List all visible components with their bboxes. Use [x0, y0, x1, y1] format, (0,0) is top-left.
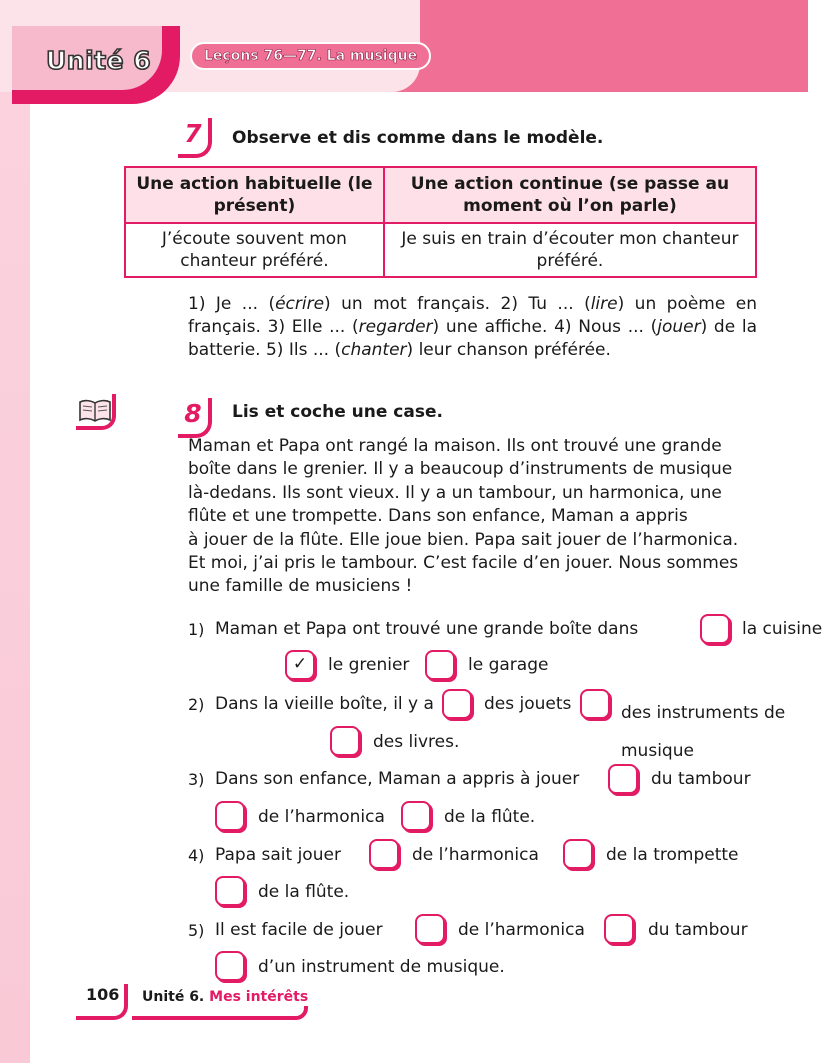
reading-line: là-dedans. Ils sont vieux. Il y a un tambour, un harmonica, une: [188, 482, 722, 503]
reading-line: boîte dans le grenier. Il y a beaucoup d’instruments de musique: [188, 459, 733, 480]
question-3-number: 3): [188, 770, 205, 789]
question-2-option-3: des livres.: [373, 732, 460, 752]
footer-bracket: [132, 1006, 308, 1020]
checkbox-q3-harmonica[interactable]: [215, 801, 245, 831]
question-4-option-1: de l’harmonica: [412, 845, 539, 865]
question-4-number: 4): [188, 846, 205, 865]
checkbox-q1-garage[interactable]: [425, 650, 455, 680]
table-header-continuous: Une action continue (se passe au moment où l’on parle): [384, 167, 756, 223]
table-cell-continuous: Je suis en train d’écouter mon chanteur préféré.: [384, 223, 756, 277]
question-2-option-2: des instruments de musique: [621, 703, 786, 761]
checkbox-q2-livres[interactable]: [330, 726, 360, 756]
question-3-stem: Dans son enfance, Maman a appris à jouer: [215, 769, 580, 789]
footer-title: [142, 989, 308, 1005]
sentence-1: 1) Je ... (écrire) un mot français.: [188, 294, 491, 314]
reading-text: [188, 435, 757, 599]
question-1-option-1: la cuisine: [742, 619, 822, 639]
checkbox-q4-trompette[interactable]: [563, 839, 593, 869]
open-book-icon: [76, 394, 116, 430]
checkbox-q1-cuisine[interactable]: [700, 614, 730, 644]
checkbox-q2-jouets[interactable]: [442, 689, 472, 719]
footer-unit: Unité 6.: [142, 989, 205, 1005]
table-cell-habitual: J’écoute souvent mon chanteur préféré.: [125, 223, 384, 277]
question-5-number: 5): [188, 921, 205, 940]
checkbox-q3-tambour[interactable]: [608, 764, 638, 794]
exercise-8-title: Lis et coche une case.: [232, 402, 443, 422]
question-3-option-1: du tambour: [651, 769, 751, 789]
exercise-7-sentences: [188, 293, 757, 362]
sentence-4: 4) Nous ... (jouer) de la batterie.: [188, 317, 758, 360]
reading-line: flûte et une trompette. Dans son enfance, Maman a appris: [188, 506, 688, 527]
question-2-number: 2): [188, 695, 205, 714]
checkbox-q1-grenier[interactable]: [285, 650, 315, 680]
footer-theme: Mes intérêts: [209, 989, 309, 1005]
question-5-stem: Il est facile de jouer: [215, 920, 383, 940]
question-1-option-2: le grenier: [328, 655, 410, 675]
sentence-2: 2) Tu ... (lire) un poème en français.: [188, 294, 757, 337]
sentence-3: 3) Elle ... (regarder) une affiche.: [267, 317, 548, 337]
question-4-stem: Papa sait jouer: [215, 845, 341, 865]
question-1-number: 1): [188, 620, 205, 639]
question-2-option-1: des jouets: [484, 694, 572, 714]
lesson-tag: Leçons 76—77. La musique: [190, 42, 431, 70]
reading-line: une famille de musiciens !: [188, 576, 413, 597]
reading-line: Et moi, j’ai pris le tambour. C’est facile d’en jouer. Nous sommes: [188, 553, 739, 574]
reading-line: à jouer de la flûte. Elle joue bien. Papa sait jouer de l’harmonica.: [188, 529, 739, 550]
question-3-option-2: de l’harmonica: [258, 807, 385, 827]
exercise-8-number: 8: [178, 398, 212, 438]
checkbox-q5-instrument[interactable]: [215, 951, 245, 981]
checkbox-q2-instruments[interactable]: [580, 689, 610, 719]
question-5-option-3: d’un instrument de musique.: [258, 957, 505, 977]
unit-title: Unité 6: [46, 46, 152, 75]
exercise-7-title: Observe et dis comme dans le modèle.: [232, 128, 604, 148]
left-margin-strip: [0, 0, 30, 1063]
question-3-option-3: de la flûte.: [444, 807, 536, 827]
question-2-stem: Dans la vieille boîte, il y a: [215, 694, 434, 714]
reading-line: Maman et Papa ont rangé la maison. Ils ont trouvé une grande: [188, 436, 722, 456]
checkbox-q5-tambour[interactable]: [604, 914, 634, 944]
question-4-option-3: de la flûte.: [258, 882, 350, 902]
page-number: 106: [86, 985, 120, 1004]
checkbox-q4-harmonica[interactable]: [369, 839, 399, 869]
question-1-option-3: le garage: [468, 655, 549, 675]
table-header-habitual: Une action habituelle (le présent): [125, 167, 384, 223]
sentence-5: 5) Ils ... (chanter) leur chanson préférée.: [265, 340, 611, 360]
checkbox-q3-flute[interactable]: [401, 801, 431, 831]
question-4-option-2: de la trompette: [606, 845, 739, 865]
checkbox-q5-harmonica[interactable]: [415, 914, 445, 944]
question-1-stem: Maman et Papa ont trouvé une grande boîte dans: [215, 619, 639, 639]
checkbox-q4-flute[interactable]: [215, 876, 245, 906]
exercise-7-number: 7: [178, 118, 212, 158]
question-5-option-1: de l’harmonica: [458, 920, 585, 940]
model-table: [124, 166, 757, 278]
check-mark-icon: ✓: [292, 654, 308, 674]
question-5-option-2: du tambour: [648, 920, 748, 940]
